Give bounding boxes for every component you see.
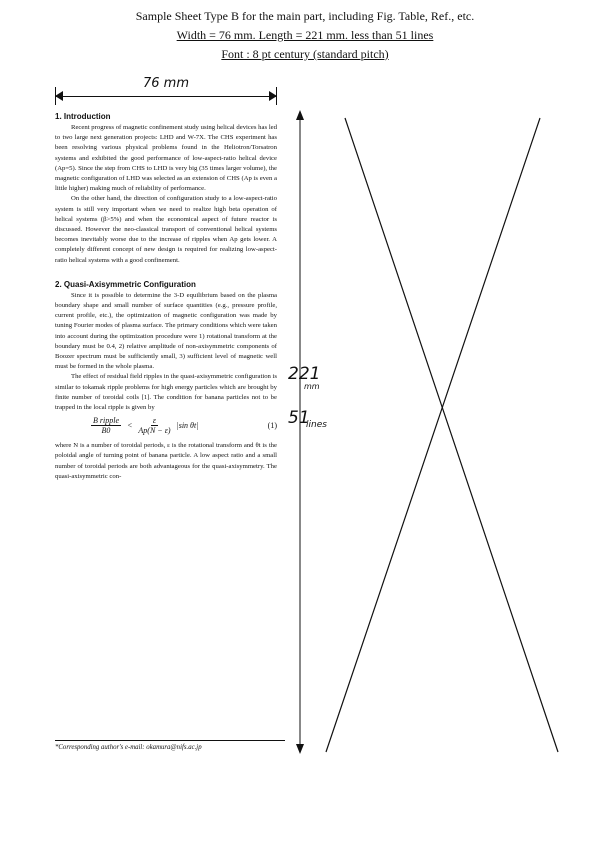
lines-unit-handwritten: lines (306, 420, 327, 430)
arrow-down-icon (296, 744, 304, 754)
eq-lhs-numerator: B ripple (93, 416, 119, 426)
cross-line-1 (345, 118, 558, 752)
equation-number: (1) (267, 420, 277, 430)
arrow-up-icon (296, 110, 304, 120)
footnote: *Corresponding author's e-mail: okamura@nifs.ac.jp (55, 744, 202, 751)
eq-rhs-numerator: ε (152, 416, 157, 426)
length-value-handwritten: 221 (288, 364, 321, 384)
width-dimension-label: 76 mm (142, 76, 189, 91)
eq-rhs-denominator: Ap(N − ε) (138, 426, 171, 436)
eq-tail: |sin θt| (176, 420, 199, 430)
section-2-title: 2. Quasi-Axisymmetric Configuration (55, 279, 196, 289)
section-1-paragraph-2: On the other hand, the direction of configuration study to a low-aspect-ratio system is still very important when we need to realize high beta operation of helical systems (β>5%) and when the economical aspect of future reactor is discussed. However the neo-classical transport of conventional helical systems becomes inevitably worse due to the increase of ripples when Ap gets lower. A completely different concept of new design is required for realizing low-aspect-ratio helical systems with a good confinement. (55, 195, 277, 264)
section-1-paragraph-1: Recent progress of magnetic confinement study using helical devices has led to two large next generation projects: LHD and W-7X. The CHS experiment has been resolving various physical problems found in the Heliotron/Torsatron systems and exhibited the good performance of low-aspect-ratio helical device (Ap=5). Since the step from CHS to LHD is very big (35 times larger volume), the magnetic configuration of LHD was selected as an extension of CHS (Ap is even a little higher) making much of reliability of performance. (55, 124, 277, 193)
equation-1 (55, 416, 277, 435)
section-1-title: 1. Introduction (55, 112, 111, 121)
cross-line-2 (326, 118, 540, 752)
length-unit-handwritten: mm (304, 382, 320, 391)
eq-operator: < (127, 420, 133, 430)
header-line-3: Font : 8 pt century (standard pitch) (221, 47, 389, 61)
lines-value-handwritten: 51 (288, 408, 310, 428)
header-line-1: Sample Sheet Type B for the main part, including Fig. Table, Ref., etc. (135, 9, 475, 23)
footnote-rule (55, 740, 285, 741)
section-2-paragraph-3: where N is a number of toroidal periods, ε is the rotational transform and θt is the poloidal angle of turning point of banana particle. A low aspect ratio and a small number of toroidal periods are both advantageous for the quasi-axisymmetry. The quasi-axisymmetric con- (55, 442, 277, 480)
section-2-paragraph-1: Since it is possible to determine the 3-D equilibrium based on the plasma boundary shape and small number of surface quantities (e.g., pressure profile, current profile, etc.), the optimization of magnetic configuration was made by tuning Fourier modes of plasma surface. The primary conditions which were taken into account during the optimization procedure were 1) rotational transform at the boundary must be 0.4, 2) relative amplitude of non-axisymmetric components of Boozer spectrum must be sufficiently small, 3) sufficient level of magnetic well must be formed in the whole plasma. (55, 291, 277, 371)
section-2-paragraph-2: The effect of residual field ripples in the quasi-axisymmetric configuration is similar to tokamak ripple problems for high energy particles which are brought by finite number of toroidal coils [1]. The condition for banana particles not to be trapped in the local ripple is given by (55, 373, 278, 412)
text-column (55, 112, 277, 482)
eq-lhs-denominator: B0 (101, 426, 111, 436)
header-line-2: Width = 76 mm. Length = 221 mm. less than 51 lines (176, 28, 434, 42)
